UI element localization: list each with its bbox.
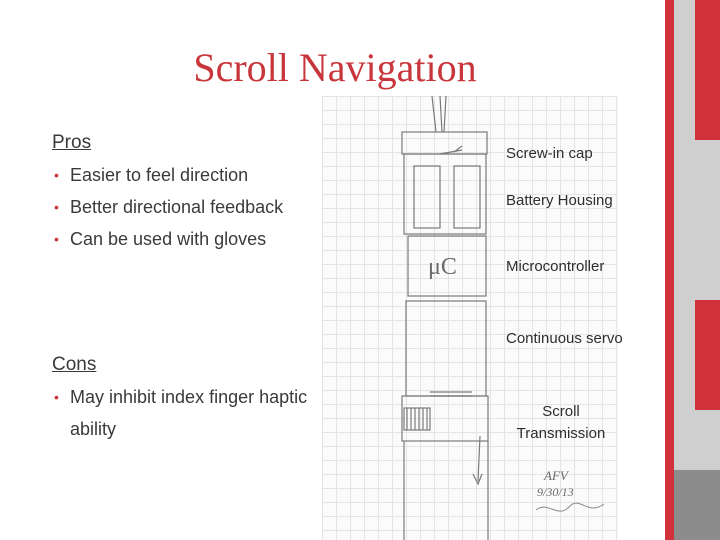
label-battery-housing: Battery Housing: [506, 192, 613, 209]
uc-sketch-text: μC: [428, 254, 457, 280]
arrow-shaft: [478, 436, 480, 481]
signature-initials: AFV: [544, 468, 568, 483]
scroll-wheel-ridges: [407, 408, 427, 430]
strap-lines: [432, 96, 446, 132]
tube-walls: [404, 441, 488, 540]
label-scroll-transmission: Scroll Transmission: [516, 403, 606, 442]
label-screw-cap: Screw-in cap: [506, 145, 593, 162]
pros-heading: Pros: [52, 132, 92, 153]
pros-item: • Easier to feel direction: [52, 159, 283, 191]
pros-item: • Can be used with gloves: [52, 223, 283, 255]
scroll-wheel-shape: [404, 408, 430, 430]
device-sketch-drawing: [322, 96, 618, 540]
decor-bar-red-mid: [695, 300, 720, 410]
label-continuous-servo: Continuous servo: [506, 330, 623, 347]
cons-list: [52, 381, 312, 445]
gear-lines: [430, 392, 472, 396]
battery-left-shape: [414, 166, 440, 228]
screw-cap-shape: [402, 132, 487, 154]
battery-right-shape: [454, 166, 480, 228]
cons-heading: Cons: [52, 354, 97, 375]
pros-item: • Better directional feedback: [52, 191, 283, 223]
signature-date: 9/30/13: [537, 485, 574, 499]
cons-item: • May inhibit index finger haptic ability: [52, 381, 312, 445]
device-sketch: [322, 96, 618, 540]
servo-shape: [406, 301, 486, 396]
pros-list: [52, 159, 283, 255]
signature-scribble: [536, 503, 604, 511]
decor-bar-red-top: [695, 0, 720, 140]
decor-bar-gray-bottom: [674, 470, 720, 540]
slide-title: Scroll Navigation: [193, 45, 477, 90]
decor-bar-red-thin: [665, 0, 674, 540]
label-microcontroller: Microcontroller: [506, 258, 605, 275]
cap-thread-lines: [440, 146, 462, 154]
